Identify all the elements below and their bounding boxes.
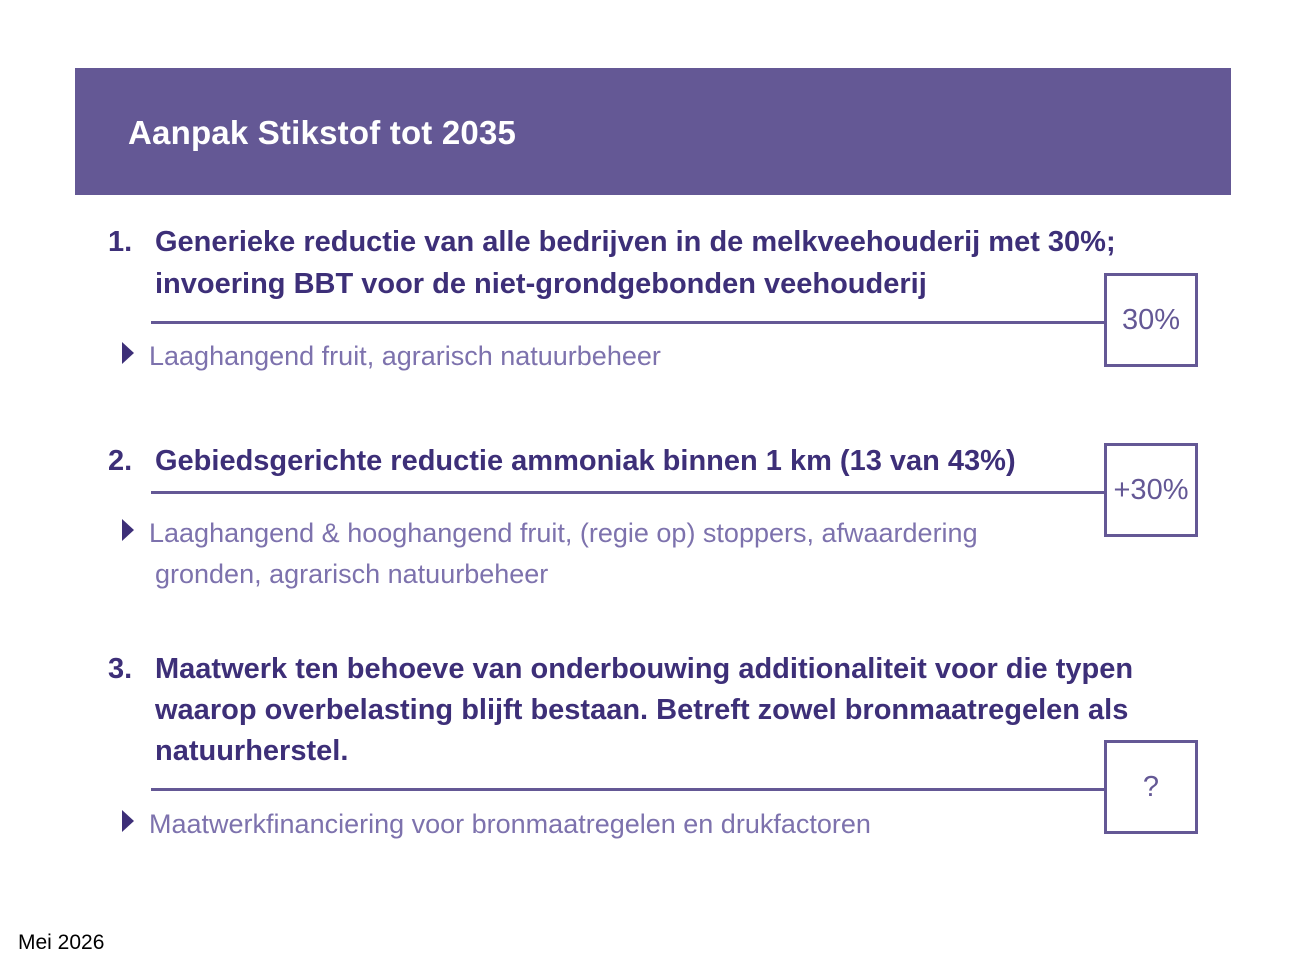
value-box [1104,740,1198,834]
item-heading-line: Maatwerk ten behoeve van onderbouwing additionaliteit voor die typen [155,653,1134,685]
value-box-text: ? [1142,770,1160,803]
value-box [1104,273,1198,367]
item-number: 1. [108,226,133,258]
triangle-bullet-icon [122,810,134,832]
item-number: 2. [108,445,133,477]
divider-line [151,491,1105,494]
value-box-text: 30% [1121,303,1181,336]
item-heading-line: Generieke reductie van alle bedrijven in de melkveehouderij met 30%; [155,226,1116,258]
page-title: Aanpak Stikstof tot 2035 [128,114,517,151]
sub-text-line: Maatwerkfinanciering voor bronmaatregelen en drukfactoren [149,809,871,839]
triangle-bullet-icon [122,519,134,541]
item-heading-line: invoering BBT voor de niet-grondgebonden veehouderij [155,268,927,300]
header-banner [75,68,1231,195]
sub-text-line: gronden, agrarisch natuurbeheer [155,559,549,589]
divider-line [151,788,1105,791]
item-heading-line: natuurherstel. [155,735,349,767]
item-heading-line: Gebiedsgerichte reductie ammoniak binnen 1 km (13 van 43%) [155,445,1016,477]
divider-line [151,321,1105,324]
sub-text-line: Laaghangend & hooghangend fruit, (regie op) stoppers, afwaardering [149,518,978,548]
footer-date: Mei 2026 [18,931,105,954]
item-number: 3. [108,653,133,685]
value-box [1104,443,1198,537]
item-heading-line: waarop overbelasting blijft bestaan. Betreft zowel bronmaatregelen als [155,694,1129,726]
value-box-text: +30% [1113,473,1189,506]
triangle-bullet-icon [122,342,134,364]
sub-text-line: Laaghangend fruit, agrarisch natuurbeheer [149,341,661,371]
